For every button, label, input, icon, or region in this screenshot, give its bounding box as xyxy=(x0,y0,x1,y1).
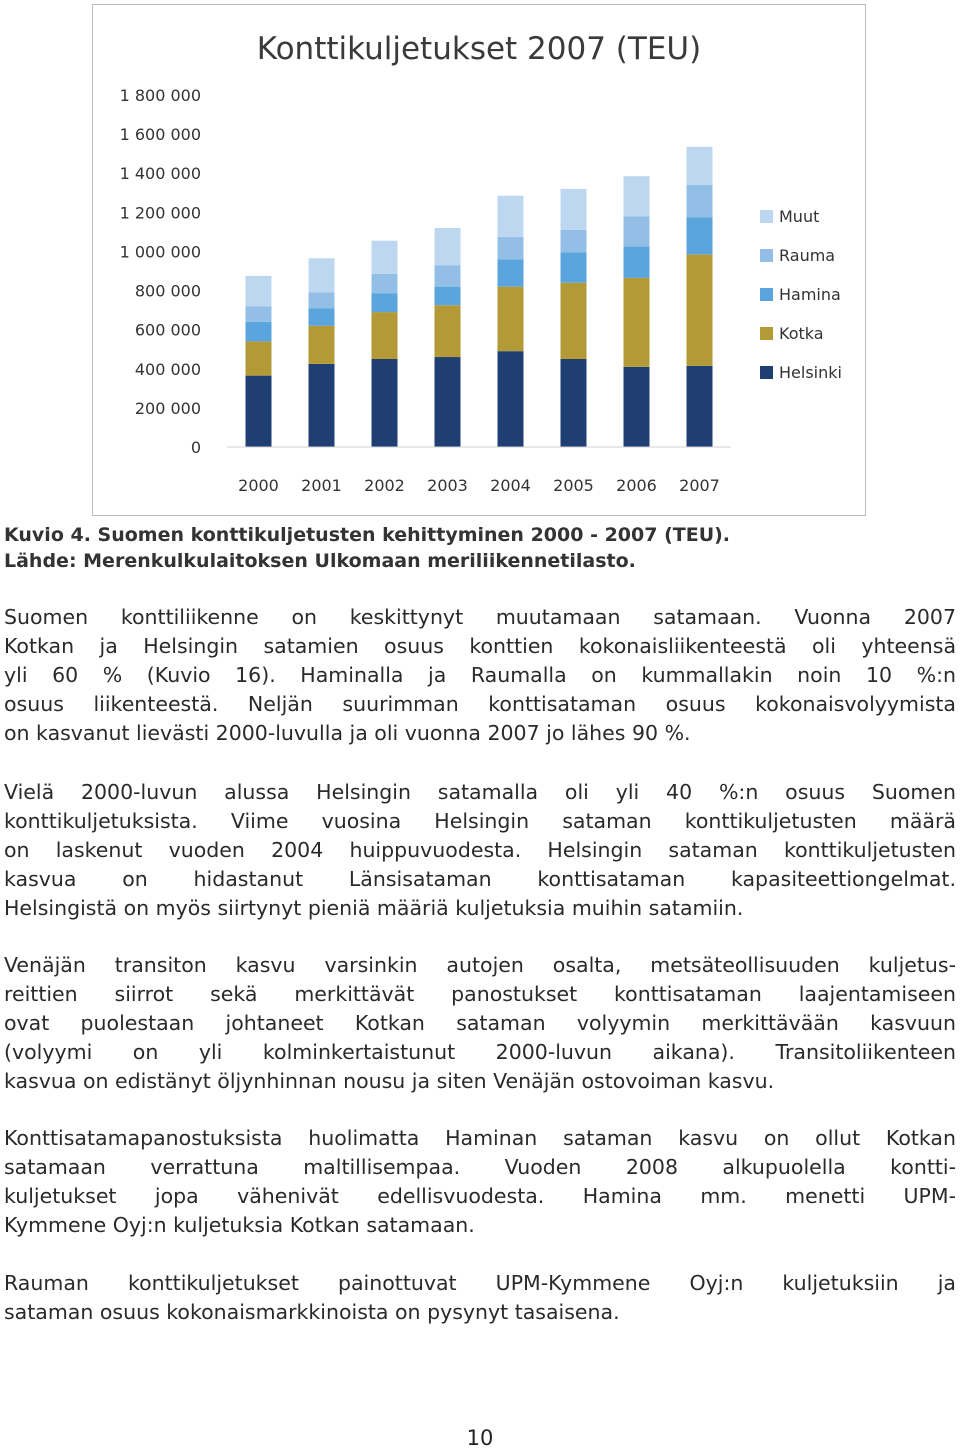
bar-segment-muut xyxy=(561,189,587,230)
legend-label: Rauma xyxy=(779,246,836,265)
bar-segment-helsinki xyxy=(246,376,272,447)
bar-segment-muut xyxy=(435,228,461,265)
paragraph-4 xyxy=(4,1124,956,1240)
y-tick-label: 1 200 000 xyxy=(119,203,201,223)
paragraph-line: Vielä 2000-luvun alussa Helsingin satamalla oli yli 40 %:n osuus Suomen xyxy=(4,780,956,804)
bar-segment-kotka xyxy=(624,278,650,367)
y-tick-label: 600 000 xyxy=(134,320,201,340)
paragraph-line: on laskenut vuoden 2004 huippuvuodesta. Helsingin sataman konttikuljetusten xyxy=(4,838,956,862)
paragraph-line: Venäjän transiton kasvu varsinkin autojen osalta, metsäteollisuuden kuljetus- xyxy=(4,953,956,977)
legend-swatch xyxy=(760,249,773,262)
bar-segment-helsinki xyxy=(624,367,650,447)
bar-segment-hamina xyxy=(246,322,272,342)
figure-caption xyxy=(4,522,954,574)
bar-segment-muut xyxy=(498,196,524,237)
stacked-bar-chart xyxy=(93,5,867,517)
paragraph-line: reittien siirrot sekä merkittävät panostukset konttisataman laajentamiseen xyxy=(4,982,956,1006)
bar-segment-rauma xyxy=(246,306,272,322)
paragraph-line: osuus liikenteestä. Neljän suurimman konttisataman osuus kokonaisvolyymista xyxy=(4,692,956,716)
y-axis-labels xyxy=(120,86,201,457)
paragraph-line: yli 60 % (Kuvio 16). Haminalla ja Raumalla on kummallakin noin 10 %:n xyxy=(4,663,956,687)
bar-segment-helsinki xyxy=(498,351,524,447)
bar-segment-kotka xyxy=(687,254,713,365)
bar-segment-kotka xyxy=(498,287,524,352)
paragraph-line: Suomen konttiliikenne on keskittynyt muutamaan satamaan. Vuonna 2007 xyxy=(4,605,956,629)
y-tick-label: 800 000 xyxy=(134,281,201,301)
x-tick-label: 2007 xyxy=(679,476,720,495)
legend-label: Muut xyxy=(779,207,820,226)
paragraph-line: Helsingistä on myös siirtynyt pieniä määriä kuljetuksia muihin satamiin. xyxy=(4,896,744,920)
chart-title: Konttikuljetukset 2007 (TEU) xyxy=(256,31,702,67)
bar-segment-muut xyxy=(687,147,713,185)
bar-segment-kotka xyxy=(372,312,398,359)
legend-swatch xyxy=(760,288,773,301)
legend-label: Hamina xyxy=(779,285,841,304)
paragraph-3 xyxy=(4,951,956,1096)
bar-segment-hamina xyxy=(309,308,335,326)
paragraph-line: satamaan verrattuna maltillisempaa. Vuoden 2008 alkupuolella kontti- xyxy=(4,1155,956,1179)
y-tick-label: 400 000 xyxy=(134,359,201,379)
y-tick-label: 1 000 000 xyxy=(119,242,201,262)
bar-segment-hamina xyxy=(561,252,587,282)
bar-segment-kotka xyxy=(561,283,587,359)
bar-segment-rauma xyxy=(372,274,398,294)
bar-segment-hamina xyxy=(435,287,461,306)
bar-segment-helsinki xyxy=(561,359,587,447)
x-tick-label: 2001 xyxy=(301,476,342,495)
bar-segment-hamina xyxy=(624,247,650,278)
x-tick-label: 2000 xyxy=(238,476,279,495)
x-tick-label: 2003 xyxy=(427,476,468,495)
paragraph-1 xyxy=(4,603,956,748)
y-tick-label: 200 000 xyxy=(134,398,201,418)
bar-segment-muut xyxy=(309,258,335,292)
bar-segment-rauma xyxy=(561,230,587,252)
paragraph-line: kuljetukset jopa vähenivät edellisvuodesta. Hamina mm. menetti UPM- xyxy=(4,1184,956,1208)
caption-line-1: Kuvio 4. Suomen konttikuljetusten kehittyminen 2000 - 2007 (TEU). xyxy=(4,524,731,546)
paragraph-line: sataman osuus kokonaismarkkinoista on pysynyt tasaisena. xyxy=(4,1300,620,1324)
bars xyxy=(246,147,713,447)
bar-segment-rauma xyxy=(687,185,713,217)
bar-segment-muut xyxy=(372,241,398,274)
paragraph-line: Konttisatamapanostuksista huolimatta Haminan sataman kasvu on ollut Kotkan xyxy=(4,1126,956,1150)
paragraph-line: ovat puolestaan johtaneet Kotkan sataman volyymin merkittävään kasvuun xyxy=(4,1011,956,1035)
y-tick-label: 1 600 000 xyxy=(119,125,201,145)
bar-segment-hamina xyxy=(372,293,398,312)
x-tick-label: 2004 xyxy=(490,476,531,495)
paragraph-line: Kotkan ja Helsingin satamien osuus konttien kokonaisliikenteestä oli yhteensä xyxy=(4,634,956,658)
paragraph-line: kasvua on edistänyt öljynhinnan nousu ja siten Venäjän ostovoiman kasvu. xyxy=(4,1069,775,1093)
bar-segment-helsinki xyxy=(435,357,461,447)
y-tick-label: 1 800 000 xyxy=(119,86,201,105)
bar-segment-rauma xyxy=(435,265,461,287)
paragraph-2 xyxy=(4,778,956,923)
paragraph-5 xyxy=(4,1269,956,1327)
bar-segment-muut xyxy=(246,276,272,306)
chart-container xyxy=(92,4,866,516)
x-tick-label: 2006 xyxy=(616,476,657,495)
bar-segment-muut xyxy=(624,176,650,216)
caption-line-2: Lähde: Merenkulkulaitoksen Ulkomaan meriliikennetilasto. xyxy=(4,550,636,572)
bar-segment-helsinki xyxy=(687,366,713,447)
paragraph-line: (volyymi on yli kolminkertaistunut 2000-luvun aikana). Transitoliikenteen xyxy=(4,1040,956,1064)
paragraph-line: kasvua on hidastanut Länsisataman konttisataman kapasiteettiongelmat. xyxy=(4,867,956,891)
bar-segment-rauma xyxy=(498,237,524,259)
legend xyxy=(760,207,842,382)
page-number: 10 xyxy=(466,1426,494,1450)
y-tick-label: 0 xyxy=(190,438,201,457)
legend-swatch xyxy=(760,210,773,223)
bar-segment-helsinki xyxy=(372,359,398,447)
bar-segment-rauma xyxy=(309,293,335,309)
paragraph-line: konttikuljetuksista. Viime vuosina Helsingin sataman konttikuljetusten määrä xyxy=(4,809,956,833)
bar-segment-rauma xyxy=(624,216,650,246)
bar-segment-kotka xyxy=(246,341,272,375)
paragraph-line: on kasvanut lievästi 2000-luvulla ja oli vuonna 2007 jo lähes 90 %. xyxy=(4,721,691,745)
legend-label: Helsinki xyxy=(779,363,842,382)
legend-label: Kotka xyxy=(779,324,824,343)
bar-segment-kotka xyxy=(435,305,461,357)
legend-swatch xyxy=(760,327,773,340)
bar-segment-hamina xyxy=(498,259,524,286)
x-tick-label: 2002 xyxy=(364,476,405,495)
x-axis-labels xyxy=(238,476,720,495)
y-tick-label: 1 400 000 xyxy=(119,164,201,184)
x-tick-label: 2005 xyxy=(553,476,594,495)
bar-segment-helsinki xyxy=(309,364,335,447)
legend-swatch xyxy=(760,366,773,379)
bar-segment-hamina xyxy=(687,217,713,254)
bar-segment-kotka xyxy=(309,326,335,364)
paragraph-line: Kymmene Oyj:n kuljetuksia Kotkan satamaan. xyxy=(4,1213,475,1237)
paragraph-line: Rauman konttikuljetukset painottuvat UPM-Kymmene Oyj:n kuljetuksiin ja xyxy=(4,1271,956,1295)
